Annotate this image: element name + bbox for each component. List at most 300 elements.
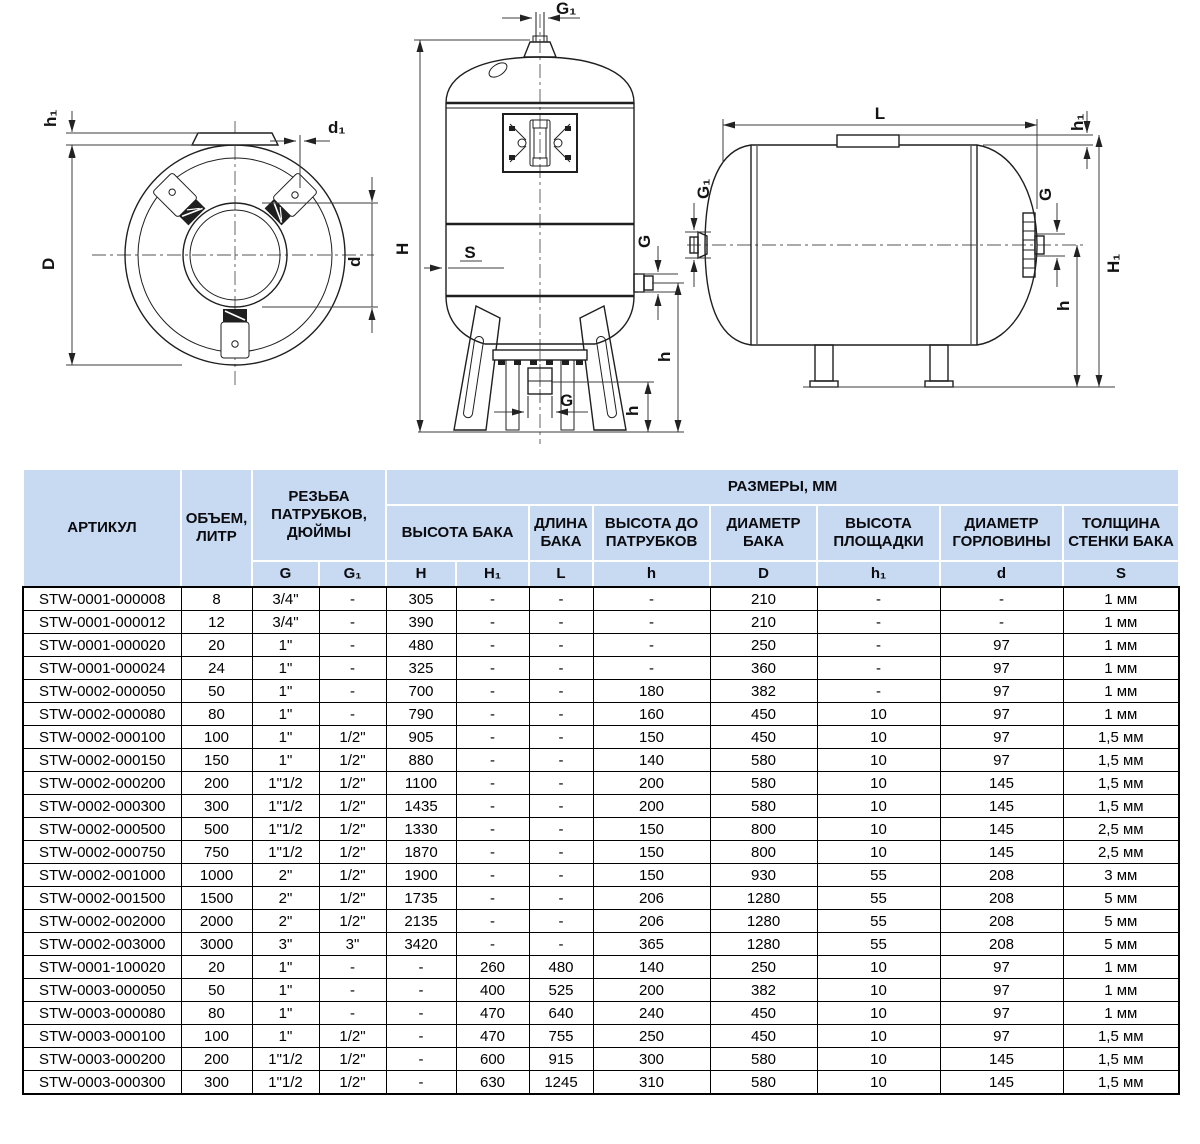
table-cell: - [456, 611, 529, 634]
table-cell: 305 [386, 587, 456, 611]
table-cell: - [529, 703, 593, 726]
table-cell: 1" [252, 979, 319, 1002]
table-cell: - [940, 611, 1063, 634]
table-cell: 97 [940, 703, 1063, 726]
table-cell: 905 [386, 726, 456, 749]
table-cell: STW-0002-000080 [23, 703, 181, 726]
table-cell: 500 [181, 818, 252, 841]
table-cell: STW-0001-000020 [23, 634, 181, 657]
table-cell: 55 [817, 910, 940, 933]
table-cell: 1"1/2 [252, 772, 319, 795]
foot-bracket-bottom [221, 309, 249, 358]
col-header-height-to-nozzles: ВЫСОТА ДО ПАТРУБКОВ [593, 505, 710, 561]
table-cell: 1280 [710, 933, 817, 956]
table-cell: - [940, 587, 1063, 611]
table-cell: 325 [386, 657, 456, 680]
dim-label-h-side: h [655, 351, 674, 362]
table-cell: 1/2" [319, 795, 386, 818]
table-cell: 1 мм [1063, 1002, 1179, 1025]
table-cell: 200 [593, 979, 710, 1002]
table-cell: 1/2" [319, 818, 386, 841]
table-cell: 790 [386, 703, 456, 726]
spec-table [22, 468, 1180, 1095]
table-cell: 145 [940, 772, 1063, 795]
leg-right-foot [925, 381, 953, 387]
table-row [23, 703, 1179, 726]
symbol-header-d: d [940, 561, 1063, 587]
table-cell: STW-0003-000050 [23, 979, 181, 1002]
table-cell: 1/2" [319, 910, 386, 933]
table-cell: 97 [940, 1002, 1063, 1025]
table-cell: - [386, 1048, 456, 1071]
table-cell: 20 [181, 956, 252, 979]
symbol-header-h: h [593, 561, 710, 587]
table-cell: STW-0002-000100 [23, 726, 181, 749]
table-cell: 525 [529, 979, 593, 1002]
side-nozzle-pipe [644, 276, 653, 290]
table-row [23, 680, 1179, 703]
table-row [23, 979, 1179, 1002]
table-cell: 1735 [386, 887, 456, 910]
table-cell: 150 [593, 841, 710, 864]
table-cell: 930 [710, 864, 817, 887]
table-cell: 1100 [386, 772, 456, 795]
table-cell: 470 [456, 1025, 529, 1048]
table-cell: 1"1/2 [252, 841, 319, 864]
table-cell: 1,5 мм [1063, 726, 1179, 749]
table-cell: 1900 [386, 864, 456, 887]
table-cell: - [817, 657, 940, 680]
table-row [23, 1048, 1179, 1071]
table-cell: 10 [817, 1071, 940, 1095]
table-cell: 3 мм [1063, 864, 1179, 887]
table-cell: STW-0001-100020 [23, 956, 181, 979]
table-cell: 145 [940, 841, 1063, 864]
table-cell: 1870 [386, 841, 456, 864]
table-cell: 630 [456, 1071, 529, 1095]
table-cell: - [529, 818, 593, 841]
horizontal-tank-drawing [685, 95, 1125, 410]
table-cell: 1" [252, 1002, 319, 1025]
table-cell: - [319, 979, 386, 1002]
table-cell: - [456, 933, 529, 956]
table-cell: 755 [529, 1025, 593, 1048]
table-cell: - [529, 772, 593, 795]
table-cell: 580 [710, 1048, 817, 1071]
table-cell: 1/2" [319, 1071, 386, 1095]
table-cell: - [456, 680, 529, 703]
table-cell: 10 [817, 1002, 940, 1025]
col-header-tank-length: ДЛИНА БАКА [529, 505, 593, 561]
table-cell: 1" [252, 749, 319, 772]
table-row [23, 749, 1179, 772]
leg-left-foot [810, 381, 838, 387]
symbol-header-S: S [1063, 561, 1179, 587]
symbol-header-G1: G₁ [319, 561, 386, 587]
table-row [23, 887, 1179, 910]
table-cell: 1,5 мм [1063, 772, 1179, 795]
table-cell: 3/4" [252, 587, 319, 611]
table-cell: - [529, 726, 593, 749]
table-cell: - [817, 634, 940, 657]
table-cell: 100 [181, 1025, 252, 1048]
table-cell: - [456, 864, 529, 887]
table-cell: - [386, 979, 456, 1002]
table-cell: - [456, 703, 529, 726]
table-cell: STW-0002-001500 [23, 887, 181, 910]
table-cell: 2,5 мм [1063, 841, 1179, 864]
table-cell: 800 [710, 818, 817, 841]
side-nozzle-flange [634, 274, 644, 292]
table-cell: 300 [593, 1048, 710, 1071]
table-cell: - [529, 657, 593, 680]
table-cell: 150 [181, 749, 252, 772]
table-cell: 50 [181, 979, 252, 1002]
table-cell: 10 [817, 979, 940, 1002]
table-cell: 208 [940, 933, 1063, 956]
top-view-drawing [30, 85, 390, 395]
dim-label-G1-vertical: G₁ [556, 0, 577, 18]
table-cell: 580 [710, 749, 817, 772]
flange-tab [192, 133, 278, 145]
table-cell: 382 [710, 680, 817, 703]
table-cell: 1" [252, 703, 319, 726]
table-cell: 2000 [181, 910, 252, 933]
table-cell: 206 [593, 887, 710, 910]
table-cell: 450 [710, 1025, 817, 1048]
table-cell: 600 [456, 1048, 529, 1071]
table-cell: - [456, 818, 529, 841]
table-cell: 50 [181, 680, 252, 703]
table-cell: 97 [940, 657, 1063, 680]
table-cell: 3" [252, 933, 319, 956]
col-header-article: АРТИКУЛ [23, 469, 181, 587]
table-cell: 390 [386, 611, 456, 634]
table-cell: 80 [181, 1002, 252, 1025]
col-header-tank-height: ВЫСОТА БАКА [386, 505, 529, 561]
table-cell: 1,5 мм [1063, 749, 1179, 772]
table-cell: 240 [593, 1002, 710, 1025]
dim-label-D: D [39, 257, 58, 270]
table-row [23, 933, 1179, 956]
table-cell: 145 [940, 818, 1063, 841]
table-cell: - [817, 611, 940, 634]
table-cell: 360 [710, 657, 817, 680]
table-cell: 5 мм [1063, 887, 1179, 910]
table-cell: 480 [529, 956, 593, 979]
table-cell: - [456, 887, 529, 910]
dim-label-L: L [874, 104, 886, 123]
table-cell: STW-0002-000200 [23, 772, 181, 795]
table-cell: 1 мм [1063, 703, 1179, 726]
table-cell: 1" [252, 726, 319, 749]
table-cell: 1/2" [319, 772, 386, 795]
table-row [23, 726, 1179, 749]
leg-front-left [454, 306, 500, 430]
table-cell: STW-0002-003000 [23, 933, 181, 956]
vertical-tank-drawing [390, 0, 690, 455]
table-cell: 250 [593, 1025, 710, 1048]
table-cell: 640 [529, 1002, 593, 1025]
dim-label-h1-horizontal: h₁ [1068, 113, 1087, 131]
table-cell: 97 [940, 1025, 1063, 1048]
table-cell: - [529, 611, 593, 634]
table-row [23, 611, 1179, 634]
table-cell: 5 мм [1063, 910, 1179, 933]
table-cell: 10 [817, 1048, 940, 1071]
table-cell: 8 [181, 587, 252, 611]
table-cell: 470 [456, 1002, 529, 1025]
table-cell: 1435 [386, 795, 456, 818]
table-cell: STW-0002-000150 [23, 749, 181, 772]
dim-label-S: S [464, 243, 476, 262]
table-cell: STW-0003-000100 [23, 1025, 181, 1048]
table-cell: 450 [710, 703, 817, 726]
table-cell: - [456, 657, 529, 680]
table-cell: 1 мм [1063, 657, 1179, 680]
table-cell: - [456, 910, 529, 933]
table-cell: 3420 [386, 933, 456, 956]
table-cell: - [817, 680, 940, 703]
dim-label-d1: d₁ [328, 118, 346, 137]
table-cell: - [456, 749, 529, 772]
table-cell: STW-0001-000008 [23, 587, 181, 611]
table-cell: 208 [940, 910, 1063, 933]
table-cell: 140 [593, 956, 710, 979]
dim-label-H1: H₁ [1104, 253, 1123, 273]
table-cell: 145 [940, 1048, 1063, 1071]
table-cell: 1 мм [1063, 611, 1179, 634]
table-cell: 2135 [386, 910, 456, 933]
table-cell: 580 [710, 795, 817, 818]
table-cell: 10 [817, 956, 940, 979]
table-row [23, 795, 1179, 818]
table-cell: - [319, 587, 386, 611]
table-row [23, 1025, 1179, 1048]
table-cell: 310 [593, 1071, 710, 1095]
table-cell: 1,5 мм [1063, 1071, 1179, 1095]
table-cell: 1"1/2 [252, 818, 319, 841]
table-cell: 10 [817, 1025, 940, 1048]
col-header-volume: ОБЪЕМ, ЛИТР [181, 469, 252, 587]
leg-slot [596, 336, 617, 418]
table-cell: 210 [710, 611, 817, 634]
table-cell: - [386, 956, 456, 979]
col-header-wall-thickness: ТОЛЩИНА СТЕНКИ БАКА [1063, 505, 1179, 561]
table-cell: 10 [817, 818, 940, 841]
table-cell: 1" [252, 657, 319, 680]
table-cell: - [456, 726, 529, 749]
table-row [23, 956, 1179, 979]
table-cell: 1" [252, 680, 319, 703]
table-cell: - [529, 749, 593, 772]
table-row [23, 772, 1179, 795]
table-cell: 1"1/2 [252, 1048, 319, 1071]
table-cell: 150 [593, 726, 710, 749]
table-cell: - [456, 587, 529, 611]
table-row [23, 818, 1179, 841]
table-cell: 1000 [181, 864, 252, 887]
col-header-thread-group: РЕЗЬБА ПАТРУБКОВ, ДЮЙМЫ [252, 469, 386, 561]
table-cell: 700 [386, 680, 456, 703]
table-cell: 10 [817, 703, 940, 726]
table-cell: - [529, 680, 593, 703]
table-cell: 1" [252, 1025, 319, 1048]
table-cell: - [593, 587, 710, 611]
table-cell: 1/2" [319, 864, 386, 887]
table-cell: 1"1/2 [252, 1071, 319, 1095]
table-cell: 97 [940, 634, 1063, 657]
table-cell: 750 [181, 841, 252, 864]
table-cell: 140 [593, 749, 710, 772]
table-cell: 1,5 мм [1063, 1025, 1179, 1048]
table-cell: - [319, 1002, 386, 1025]
flange-bolts [498, 360, 583, 365]
table-cell: 915 [529, 1048, 593, 1071]
table-cell: - [529, 841, 593, 864]
table-cell: STW-0001-000024 [23, 657, 181, 680]
table-cell: 24 [181, 657, 252, 680]
table-cell: STW-0003-000200 [23, 1048, 181, 1071]
table-cell: 2" [252, 910, 319, 933]
table-row [23, 910, 1179, 933]
table-cell: 250 [710, 956, 817, 979]
dim-label-d: d [345, 256, 364, 267]
table-cell: - [593, 634, 710, 657]
table-cell: 20 [181, 634, 252, 657]
table-cell: 97 [940, 726, 1063, 749]
table-cell: 150 [593, 864, 710, 887]
table-cell: STW-0002-000300 [23, 795, 181, 818]
col-header-tank-diameter: ДИАМЕТР БАКА [710, 505, 817, 561]
table-cell: - [456, 841, 529, 864]
symbol-header-H1: H₁ [456, 561, 529, 587]
table-row [23, 634, 1179, 657]
flange-tab [837, 135, 899, 147]
table-cell: 1280 [710, 887, 817, 910]
dim-label-G-bottom: G [560, 391, 574, 410]
table-cell: 1 мм [1063, 634, 1179, 657]
symbol-header-D: D [710, 561, 817, 587]
table-cell: 12 [181, 611, 252, 634]
table-cell: 200 [181, 1048, 252, 1071]
table-row [23, 657, 1179, 680]
dim-label-G-horizontal: G [1036, 187, 1055, 201]
symbol-header-L: L [529, 561, 593, 587]
table-cell: 3/4" [252, 611, 319, 634]
table-cell: 3" [319, 933, 386, 956]
table-cell: 580 [710, 1071, 817, 1095]
table-cell: 1/2" [319, 749, 386, 772]
table-row [23, 587, 1179, 611]
table-cell: - [319, 634, 386, 657]
table-cell: 208 [940, 887, 1063, 910]
table-cell: - [319, 956, 386, 979]
table-cell: 200 [181, 772, 252, 795]
table-cell: - [529, 634, 593, 657]
table-cell: 1/2" [319, 841, 386, 864]
table-cell: 1" [252, 956, 319, 979]
table-cell: - [529, 795, 593, 818]
table-cell: 210 [710, 587, 817, 611]
dim-label-G1-horizontal: G₁ [694, 178, 713, 199]
table-cell: 300 [181, 795, 252, 818]
table-cell: 10 [817, 841, 940, 864]
dim-label-h-bottom: h [623, 405, 642, 416]
leg-front-right [580, 306, 626, 430]
table-row [23, 864, 1179, 887]
table-cell: 1 мм [1063, 587, 1179, 611]
table-cell: STW-0002-002000 [23, 910, 181, 933]
table-cell: - [529, 887, 593, 910]
table-cell: 1/2" [319, 1025, 386, 1048]
table-cell: 5 мм [1063, 933, 1179, 956]
table-cell: STW-0003-000080 [23, 1002, 181, 1025]
table-cell: - [529, 910, 593, 933]
table-cell: 180 [593, 680, 710, 703]
symbol-header-G: G [252, 561, 319, 587]
leg-left [815, 345, 833, 381]
table-cell: 2,5 мм [1063, 818, 1179, 841]
table-cell: - [529, 864, 593, 887]
leg-slot [463, 336, 484, 418]
table-cell: STW-0002-000050 [23, 680, 181, 703]
table-cell: - [593, 657, 710, 680]
table-cell: 1,5 мм [1063, 795, 1179, 818]
table-cell: 1,5 мм [1063, 1048, 1179, 1071]
table-cell: 450 [710, 726, 817, 749]
table-cell: 80 [181, 703, 252, 726]
table-cell: 1/2" [319, 887, 386, 910]
table-cell: 97 [940, 979, 1063, 1002]
table-cell: 800 [710, 841, 817, 864]
table-cell: 250 [710, 634, 817, 657]
table-cell: STW-0002-000750 [23, 841, 181, 864]
table-cell: 97 [940, 749, 1063, 772]
table-cell: 100 [181, 726, 252, 749]
table-cell: - [456, 795, 529, 818]
spec-table-body [23, 587, 1179, 1094]
table-cell: 1"1/2 [252, 795, 319, 818]
leg-right [930, 345, 948, 381]
table-cell: 1/2" [319, 1048, 386, 1071]
table-cell: 145 [940, 795, 1063, 818]
table-cell: STW-0001-000012 [23, 611, 181, 634]
table-cell: 145 [940, 1071, 1063, 1095]
table-cell: 200 [593, 795, 710, 818]
symbol-header-H: H [386, 561, 456, 587]
dim-label-h-horizontal: h [1054, 300, 1073, 311]
table-cell: 160 [593, 703, 710, 726]
table-cell: - [319, 680, 386, 703]
table-cell: 480 [386, 634, 456, 657]
table-row [23, 1071, 1179, 1095]
table-cell: - [456, 772, 529, 795]
table-cell: 208 [940, 864, 1063, 887]
table-cell: 10 [817, 772, 940, 795]
table-cell: - [529, 587, 593, 611]
table-cell: - [456, 634, 529, 657]
table-row [23, 841, 1179, 864]
table-cell: 580 [710, 772, 817, 795]
table-cell: 880 [386, 749, 456, 772]
table-row [23, 1002, 1179, 1025]
table-cell: 1/2" [319, 726, 386, 749]
dim-label-h1-top-view: h₁ [41, 109, 60, 127]
table-cell: 260 [456, 956, 529, 979]
table-cell: - [529, 933, 593, 956]
col-header-platform-height: ВЫСОТА ПЛОЩАДКИ [817, 505, 940, 561]
